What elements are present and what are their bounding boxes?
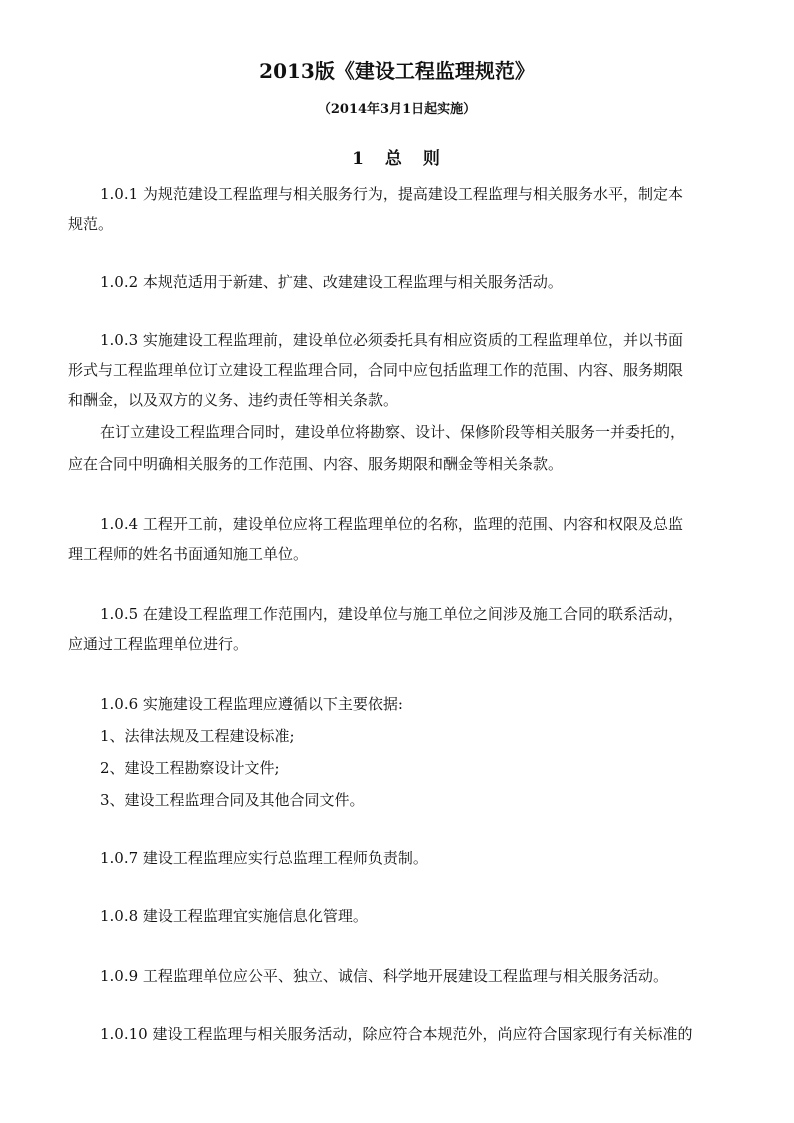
clause-1-0-3-line-1: 1.0.3 实施建设工程监理前，建设单位必须委托具有相应资质的工程监理单位，并以书面 bbox=[100, 331, 683, 349]
clause-1-0-1-line-2: 规范。 bbox=[68, 215, 114, 233]
clause-1-0-6-item-3: 3、建设工程监理合同及其他合同文件。 bbox=[100, 791, 365, 809]
clause-1-0-4-line-1: 1.0.4 工程开工前，建设单位应将工程监理单位的名称，监理的范围、内容和权限及总监 bbox=[100, 515, 683, 533]
clause-1-0-5-line-2: 应通过工程监理单位进行。 bbox=[68, 635, 249, 653]
chapter-heading: 1 总 则 bbox=[352, 149, 442, 169]
document-title: 2013版《建设工程监理规范》 bbox=[259, 59, 535, 83]
clause-1-0-9-line-1: 1.0.9 工程监理单位应公平、独立、诚信、科学地开展建设工程监理与相关服务活动。 bbox=[100, 967, 668, 985]
effective-date-subtitle: （2014年3月1日起实施） bbox=[317, 102, 477, 117]
clause-1-0-6-item-1: 1、法律法规及工程建设标准; bbox=[100, 727, 295, 745]
clause-1-0-4-line-2: 理工程师的姓名书面通知施工单位。 bbox=[68, 545, 309, 563]
clause-1-0-7-line-1: 1.0.7 建设工程监理应实行总监理工程师负责制。 bbox=[100, 849, 428, 867]
clause-1-0-6-line-1: 1.0.6 实施建设工程监理应遵循以下主要依据: bbox=[100, 695, 403, 713]
clause-1-0-5-line-1: 1.0.5 在建设工程监理工作范围内，建设单位与施工单位之间涉及施工合同的联系活动， bbox=[100, 605, 683, 623]
clause-1-0-3-para2-line-1: 在订立建设工程监理合同时，建设单位将勘察、设计、保修阶段等相关服务一并委托的， bbox=[100, 423, 686, 441]
clause-1-0-10-line-1: 1.0.10 建设工程监理与相关服务活动，除应符合本规范外，尚应符合国家现行有关标准的 bbox=[100, 1025, 693, 1043]
clause-1-0-6-item-2: 2、建设工程勘察设计文件; bbox=[100, 759, 280, 777]
clause-1-0-3-line-2: 形式与工程监理单位订立建设工程监理合同，合同中应包括监理工作的范围、内容、服务期限 bbox=[68, 361, 684, 379]
clause-1-0-3-para2-line-2: 应在合同中明确相关服务的工作范围、内容、服务期限和酬金等相关条款。 bbox=[68, 455, 564, 473]
clause-1-0-2-line-1: 1.0.2 本规范适用于新建、扩建、改建建设工程监理与相关服务活动。 bbox=[100, 273, 563, 291]
clause-1-0-3-line-3: 和酬金，以及双方的义务、违约责任等相关条款。 bbox=[68, 391, 399, 409]
clause-1-0-8-line-1: 1.0.8 建设工程监理宜实施信息化管理。 bbox=[100, 907, 368, 925]
clause-1-0-1-line-1: 1.0.1 为规范建设工程监理与相关服务行为，提高建设工程监理与相关服务水平，制定本 bbox=[100, 185, 683, 203]
